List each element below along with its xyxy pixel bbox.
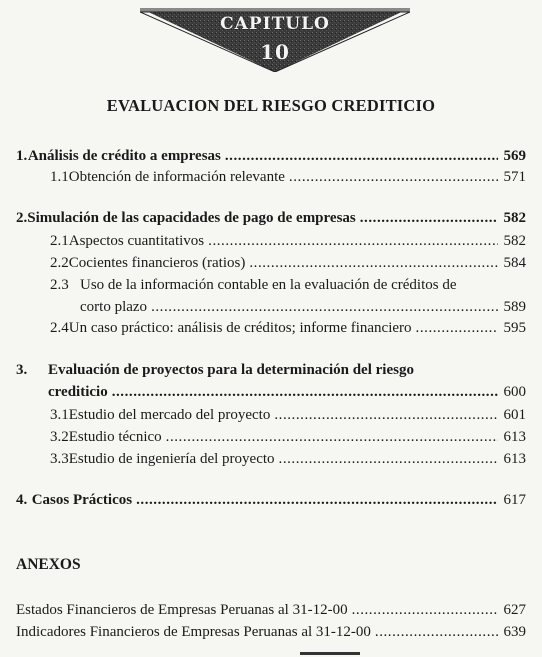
- item-number: 3.2: [50, 429, 69, 445]
- toc-item-2-4[interactable]: [50, 318, 526, 338]
- dot-leader: [136, 490, 497, 510]
- toc-section-2[interactable]: [16, 208, 526, 228]
- toc-section-4[interactable]: [16, 490, 526, 510]
- item-title: Estudio del mercado del proyecto: [68, 407, 271, 423]
- item-title: Estudio de ingeniería del proyecto: [68, 451, 275, 467]
- dot-leader: [274, 405, 497, 425]
- anexos-heading: ANEXOS: [16, 556, 81, 573]
- page-edge-mark: [300, 652, 360, 655]
- page-number: 569: [503, 148, 526, 164]
- chapter-number: 10: [260, 40, 290, 64]
- chapter-label: CAPITULO: [220, 14, 330, 34]
- item-number: 1.1: [50, 169, 69, 185]
- dot-leader: [289, 167, 498, 187]
- item-number: 3.3: [50, 451, 69, 467]
- dot-leader: [208, 231, 497, 251]
- dot-leader: [151, 297, 497, 317]
- section-number: 4.: [16, 492, 28, 508]
- page-number: 584: [503, 255, 526, 271]
- item-number: 2.1: [50, 233, 69, 249]
- item-title-cont: corto plazo: [80, 299, 148, 315]
- page-title: EVALUACION DEL RIESGO CREDITICIO: [106, 96, 436, 115]
- toc-item-3-2[interactable]: [50, 427, 526, 447]
- toc-item-1-1[interactable]: [50, 167, 526, 187]
- dot-leader: [249, 253, 497, 273]
- toc-item-2-3[interactable]: [50, 275, 526, 295]
- item-number: 2.2: [50, 255, 69, 271]
- toc-item-2-1[interactable]: [50, 231, 526, 251]
- page-number: 613: [503, 429, 526, 445]
- page-number: 582: [503, 233, 526, 249]
- section-title-cont: crediticio: [48, 384, 108, 400]
- dot-leader: [225, 146, 498, 166]
- dot-leader: [375, 622, 498, 642]
- dot-leader: [416, 318, 498, 338]
- page-number: 601: [503, 407, 526, 423]
- section-number: 3.: [16, 362, 28, 378]
- item-number: 2.4: [50, 320, 69, 336]
- page-number: 600: [503, 384, 526, 400]
- section-number: 2.: [16, 210, 28, 226]
- page-number: 595: [503, 320, 526, 336]
- item-title: Uso de la información contable en la evaluación de créditos de: [80, 277, 457, 293]
- dot-leader: [352, 600, 498, 620]
- dot-leader: [112, 382, 498, 402]
- item-title: Cocientes financieros (ratios): [68, 255, 246, 271]
- anexo-title: Indicadores Financieros de Empresas Peruanas al 31-12-00: [16, 624, 371, 640]
- item-title: Aspectos cuantitativos: [68, 233, 205, 249]
- page-number: 571: [503, 169, 526, 185]
- dot-leader: [279, 449, 498, 469]
- chapter-banner: [140, 0, 410, 72]
- dot-leader: [360, 208, 498, 228]
- section-title: Evaluación de proyectos para la determinación del riesgo: [48, 362, 414, 378]
- page-number: 589: [503, 299, 526, 315]
- toc-section-3[interactable]: [16, 360, 526, 380]
- toc-section-1[interactable]: [16, 146, 526, 166]
- item-number: 3.1: [50, 407, 69, 423]
- page-number: 639: [503, 624, 526, 640]
- anexo-item-2[interactable]: [16, 622, 526, 642]
- page-number: 613: [503, 451, 526, 467]
- section-title: Simulación de las capacidades de pago de empresas: [27, 210, 356, 226]
- dot-leader: [166, 427, 498, 447]
- anexo-item-1[interactable]: [16, 600, 526, 620]
- page-number: 617: [503, 492, 526, 508]
- section-title: Casos Prácticos: [31, 492, 133, 508]
- page-number: 627: [503, 602, 526, 618]
- toc-item-2-2[interactable]: [50, 253, 526, 273]
- toc-item-3-1[interactable]: [50, 405, 526, 425]
- item-number: 2.3: [50, 277, 69, 293]
- section-title: Análisis de crédito a empresas: [27, 148, 221, 164]
- toc-section-3-cont[interactable]: [48, 382, 526, 402]
- section-number: 1.: [16, 148, 28, 164]
- item-title: Un caso práctico: análisis de créditos; informe financiero: [68, 320, 412, 336]
- toc-item-2-3-cont[interactable]: [80, 297, 526, 317]
- item-title: Estudio técnico: [68, 429, 162, 445]
- toc-item-3-3[interactable]: [50, 449, 526, 469]
- anexo-title: Estados Financieros de Empresas Peruanas al 31-12-00: [16, 602, 348, 618]
- page-number: 582: [503, 210, 526, 226]
- item-title: Obtención de información relevante: [68, 169, 285, 185]
